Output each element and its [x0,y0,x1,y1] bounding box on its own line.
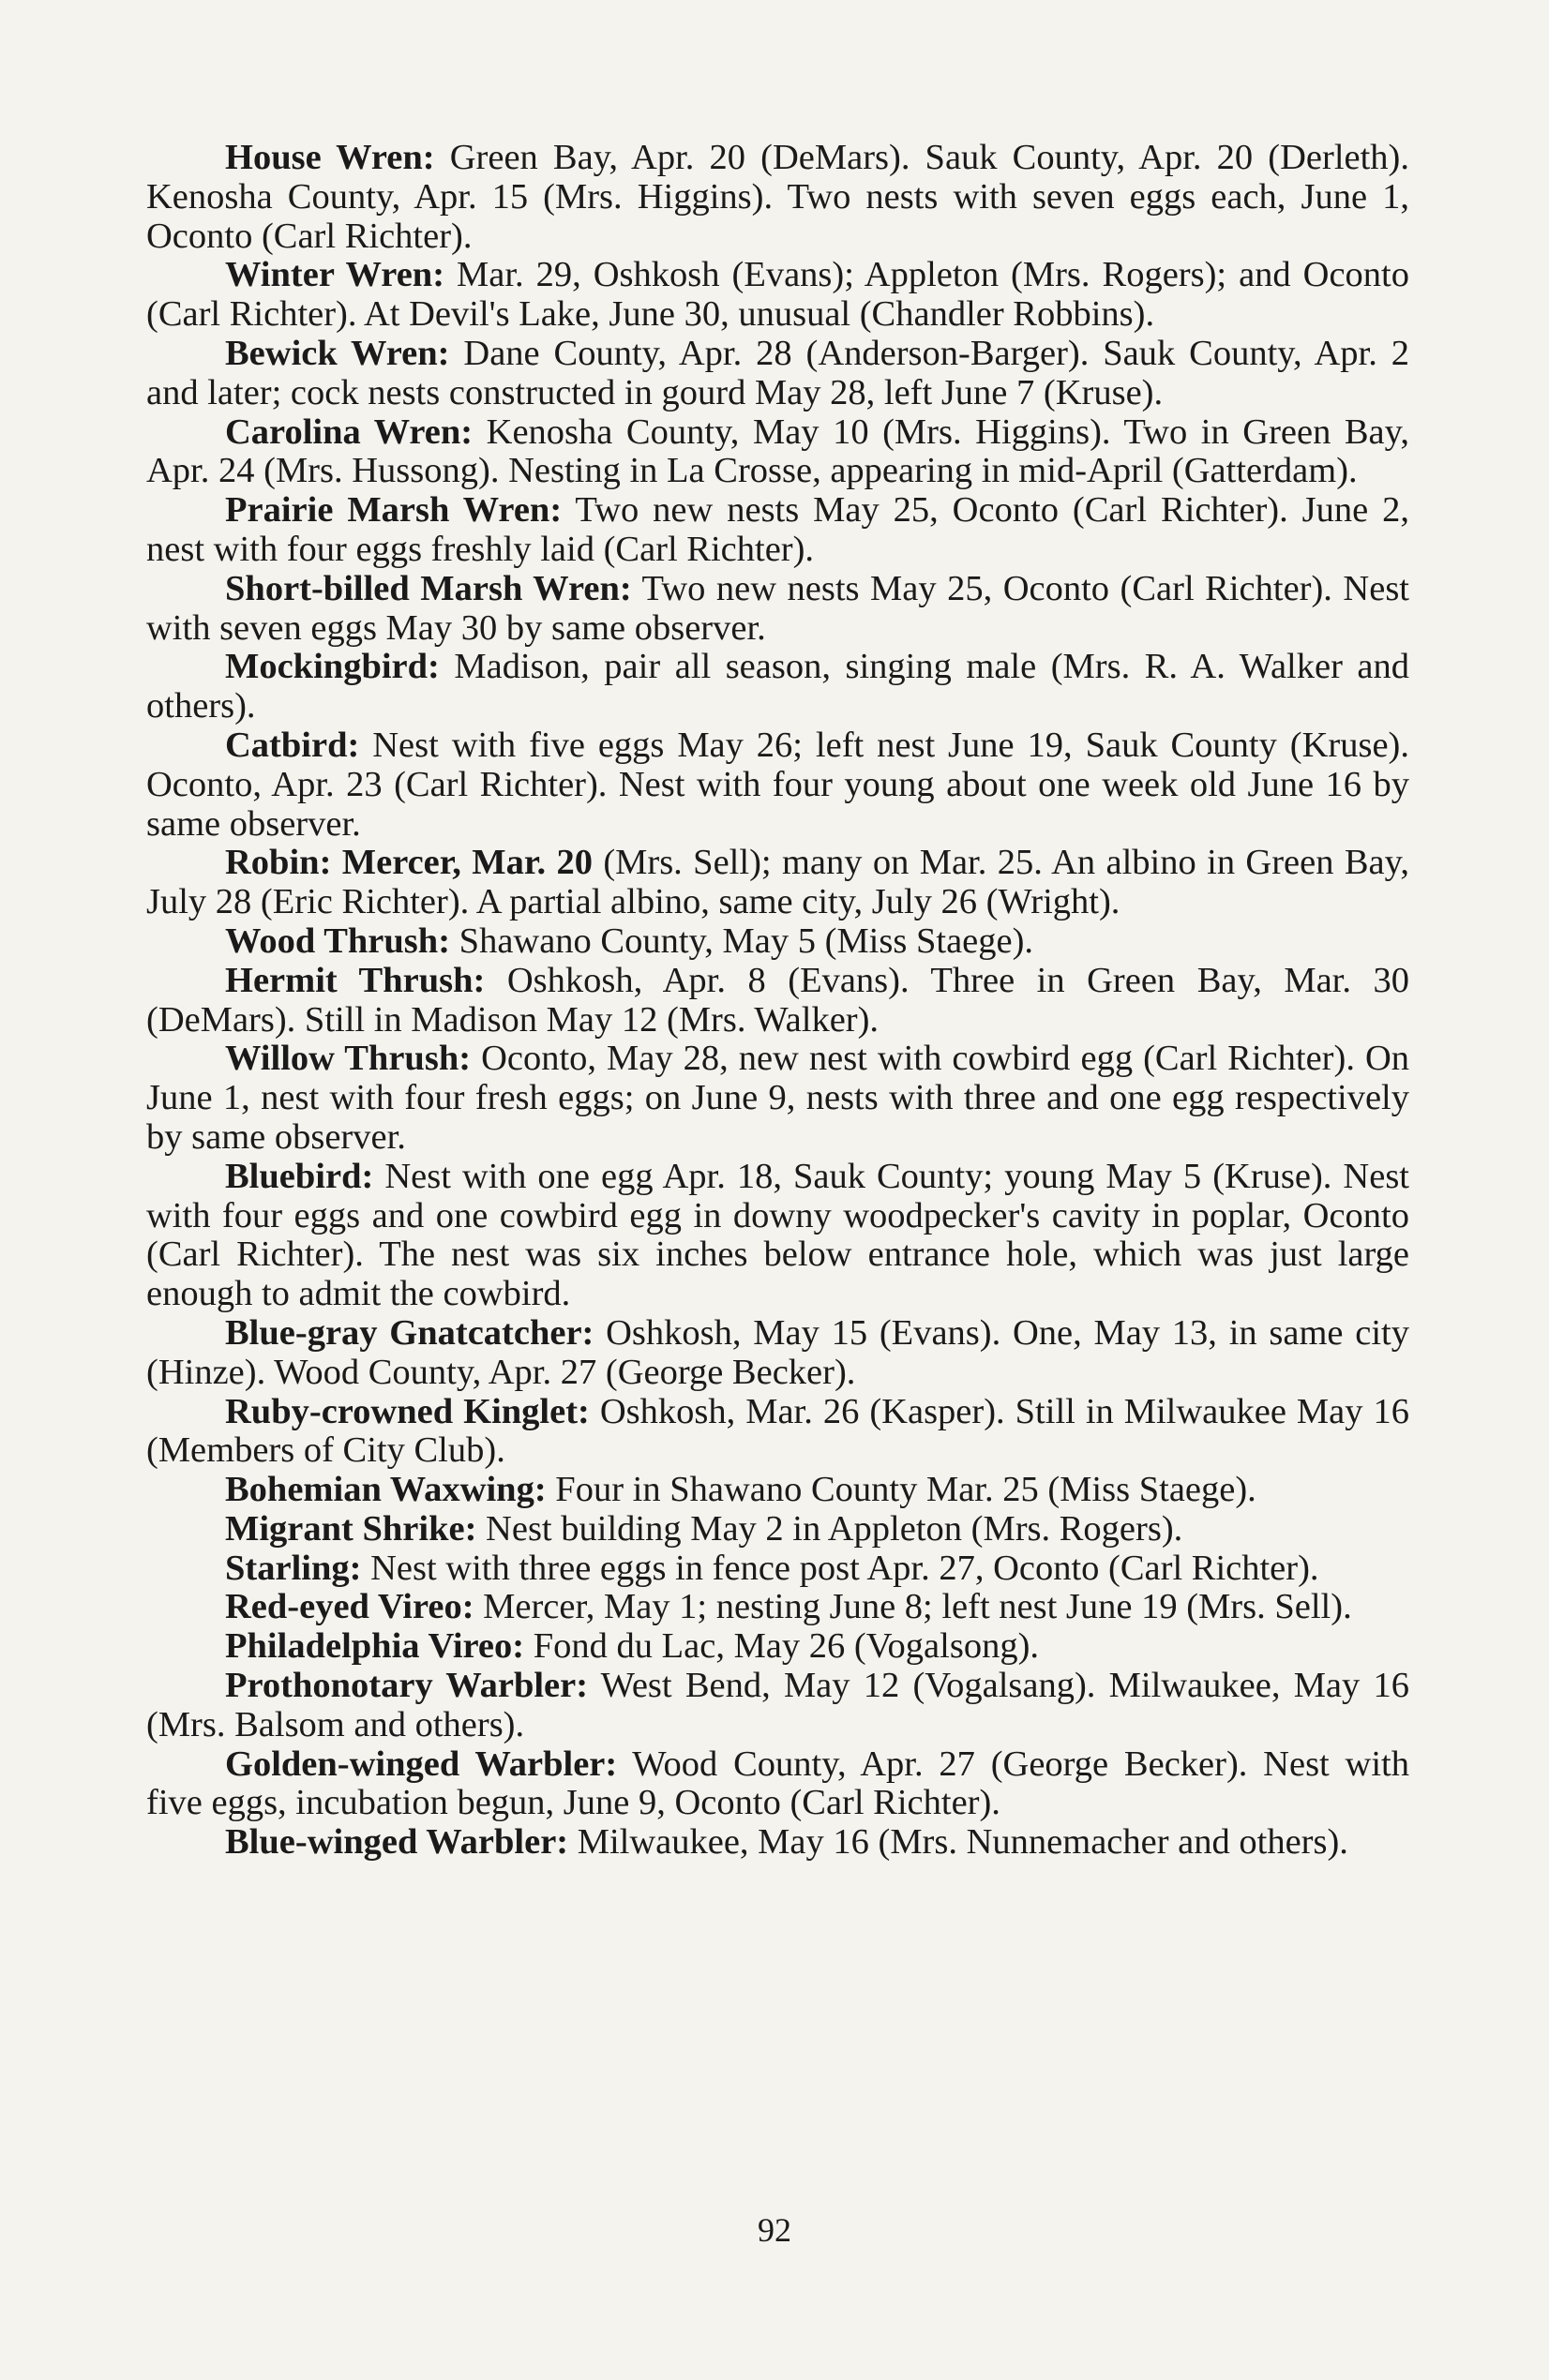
entry-text: Nest with three eggs in fence post Apr. 27, Oconto (Carl Richter). [361,1548,1319,1588]
entry-bohemian-waxwing [146,1471,1409,1510]
species-name: Starling: [225,1548,362,1588]
species-name: Bewick Wren: [225,333,450,373]
species-name: Ruby-crowned Kinglet: [225,1391,590,1431]
species-name: Bohemian Waxwing: [225,1470,547,1510]
entry-carolina-wren [146,413,1409,492]
entry-mockingbird [146,648,1409,726]
species-name: Hermit Thrush: [225,960,486,1000]
entry-text: West Bend, May 12 (Vogalsang). Milwaukee, May 16 (Mrs. Balsom and others). [146,1666,1409,1744]
entry-prothonotary-warbler [146,1667,1409,1745]
species-name: Red-eyed Vireo: [225,1587,474,1627]
page-body [146,139,1409,1863]
entry-text: Four in Shawano County Mar. 25 (Miss Staege). [546,1470,1256,1510]
entry-text: Mercer, May 1; nesting June 8; left nest June 19 (Mrs. Sell). [474,1587,1352,1627]
entry-text: Dane County, Apr. 28 (Anderson-Barger). Sauk County, Apr. 2 and later; cock nests constructed in gourd May 28, left June 7 (Kruse). [146,333,1409,412]
entry-text: Oshkosh, Apr. 8 (Evans). Three in Green Bay, Mar. 30 (DeMars). Still in Madison May 12 (Mrs. Walker). [146,960,1409,1040]
species-name: Bluebird: [225,1156,374,1196]
entry-text: Mar. 29, Oshkosh (Evans); Appleton (Mrs. Rogers); and Oconto (Carl Richter). At Devil's Lake, June 30, unusual (Chandler Robbins). [146,255,1409,335]
entry-prairie-marsh-wren [146,491,1409,570]
entry-text: Milwaukee, May 16 (Mrs. Nunnemacher and others). [568,1822,1348,1863]
entry-bluebird [146,1158,1409,1314]
species-name: Blue-winged Warbler: [225,1822,569,1863]
species-name: House Wren: [225,138,435,177]
entry-bewick-wren [146,335,1409,413]
entry-red-eyed-vireo [146,1588,1409,1627]
species-name: Catbird: [225,725,360,765]
entry-blue-winged-warbler [146,1823,1409,1863]
entry-text: Nest with five eggs May 26; left nest June 19, Sauk County (Kruse). Oconto, Apr. 23 (Carl Richter). Nest with four young about one week old June 16 by same observer. [146,725,1409,844]
entry-text: Fond du Lac, May 26 (Vogalsong). [524,1626,1040,1667]
entry-golden-winged-warbler [146,1745,1409,1824]
entry-starling [146,1549,1409,1589]
entry-ruby-crowned-kinglet [146,1393,1409,1472]
entry-winter-wren [146,256,1409,335]
entry-philadelphia-vireo [146,1627,1409,1667]
species-name: Mockingbird: [225,647,440,687]
species-name: Willow Thrush: [225,1039,472,1079]
entry-text: Oshkosh, Mar. 26 (Kasper). Still in Milwaukee May 16 (Members of City Club). [146,1391,1409,1471]
entry-migrant-shrike [146,1510,1409,1549]
entry-catbird [146,726,1409,844]
entry-text: Shawano County, May 5 (Miss Staege). [450,921,1034,961]
entry-wood-thrush [146,922,1409,962]
entry-text: Nest with one egg Apr. 18, Sauk County; young May 5 (Kruse). Nest with four eggs and one cowbird egg in downy woodpecker's cavity in poplar, Oconto (Carl Richter). The nest was six inches below entrance hole, which was just large enough to admit the cowbird. [146,1156,1409,1314]
species-name: Prothonotary Warbler: [225,1666,589,1706]
species-name: Wood Thrush: [225,921,451,961]
entry-blue-gray-gnatcatcher [146,1314,1409,1393]
species-name: Migrant Shrike: [225,1508,477,1549]
entry-text: Green Bay, Apr. 20 (DeMars). Sauk County, Apr. 20 (Derleth). Kenosha County, Apr. 15 (Mrs. Higgins). Two nests with seven eggs each, June 1, Oconto (Carl Richter). [146,138,1409,256]
entry-text: (Mrs. Sell); many on Mar. 25. An albino in Green Bay, July 28 (Eric Richter). A partial albino, same city, July 26 (Wright). [146,843,1409,922]
entry-house-wren [146,139,1409,256]
entry-robin [146,844,1409,922]
entry-text: Oconto, May 28, new nest with cowbird egg (Carl Richter). On June 1, nest with four fresh eggs; on June 9, nests with three and one egg respectively by same observer. [146,1039,1409,1157]
species-name: Blue-gray Gnatcatcher: [225,1312,594,1353]
species-name: Winter Wren: [225,255,445,295]
page-number: 92 [758,2211,791,2249]
entry-text: Wood County, Apr. 27 (George Becker). Nest with five eggs, incubation begun, June 9, Oconto (Carl Richter). [146,1744,1409,1823]
species-name: Carolina Wren: [225,412,474,452]
species-name: Robin: Mercer, Mar. 20 [225,843,593,883]
species-name: Philadelphia Vireo: [225,1626,525,1667]
entry-text: Oshkosh, May 15 (Evans). One, May 13, in same city (Hinze). Wood County, Apr. 27 (George Becker). [146,1312,1409,1392]
species-name: Prairie Marsh Wren: [225,490,563,531]
entry-willow-thrush [146,1040,1409,1157]
entry-hermit-thrush [146,962,1409,1040]
entry-text: Two new nests May 25, Oconto (Carl Richter). June 2, nest with four eggs freshly laid (Carl Richter). [146,490,1409,569]
entry-text: Two new nests May 25, Oconto (Carl Richter). Nest with seven eggs May 30 by same observer. [146,568,1409,648]
entry-text: Kenosha County, May 10 (Mrs. Higgins). Two in Green Bay, Apr. 24 (Mrs. Hussong). Nesting in La Crosse, appearing in mid-April (Gatterdam). [146,412,1410,491]
entry-text: Nest building May 2 in Appleton (Mrs. Rogers). [476,1508,1183,1549]
species-name: Short-billed Marsh Wren: [225,568,632,608]
entry-text: Madison, pair all season, singing male (Mrs. R. A. Walker and others). [146,647,1409,726]
species-name: Golden-winged Warbler: [225,1744,618,1784]
entry-short-billed-marsh-wren [146,570,1409,649]
